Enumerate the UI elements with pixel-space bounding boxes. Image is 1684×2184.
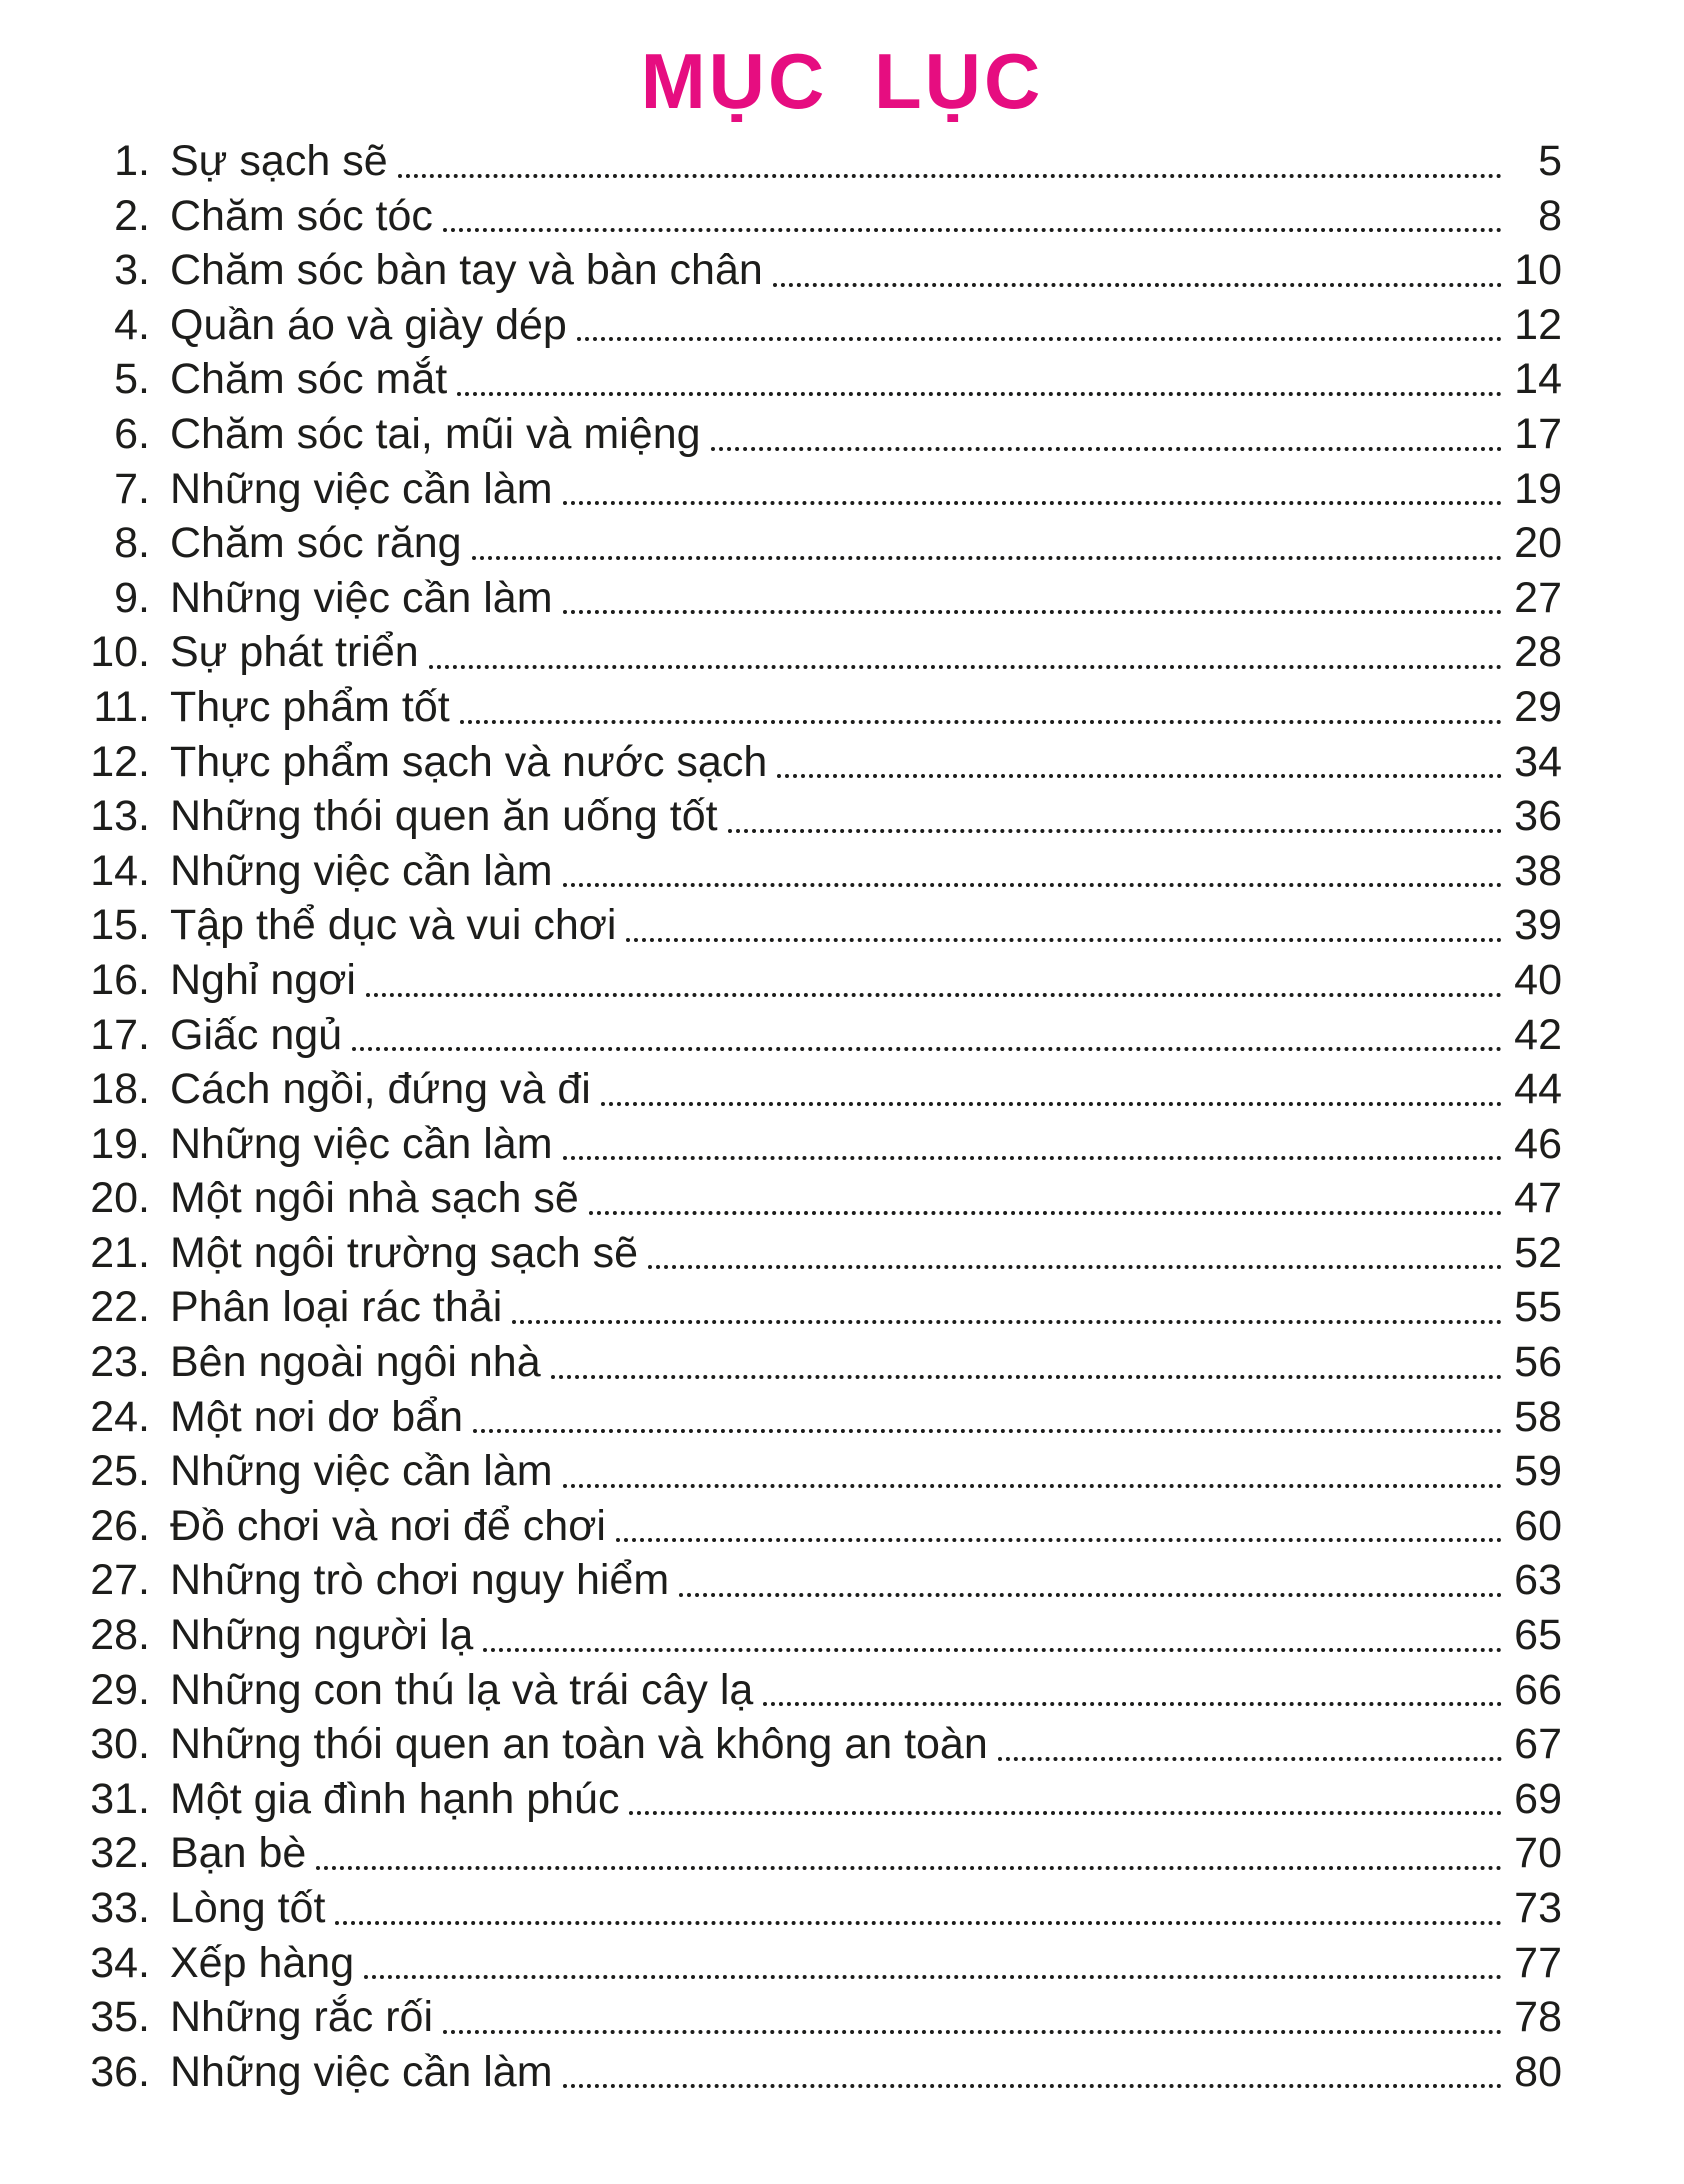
toc-entry-number: 30. (90, 1720, 150, 1769)
toc-entry-page: 77 (1514, 1938, 1562, 1987)
toc-entry (84, 1990, 1562, 2045)
toc-entry (84, 462, 1562, 517)
toc-entry-title: Những việc cần làm (170, 1447, 553, 1496)
toc-entry (84, 1335, 1562, 1390)
dotted-leader (629, 1772, 1502, 1816)
toc-entry (84, 1663, 1562, 1718)
dotted-leader (563, 462, 1502, 506)
dotted-leader (589, 1171, 1502, 1215)
toc-entry-number: 26. (90, 1501, 150, 1550)
toc-entry-page: 36 (1514, 792, 1562, 841)
dotted-leader (601, 1062, 1502, 1106)
toc-entry-page: 12 (1514, 300, 1562, 349)
toc-entry-page: 65 (1514, 1611, 1562, 1660)
toc-entry-title: Quần áo và giày dép (170, 300, 567, 349)
toc-entry-page: 66 (1514, 1665, 1562, 1714)
toc-entry-title: Giấc ngủ (170, 1010, 343, 1059)
toc-entry-number: 31. (90, 1774, 150, 1823)
dotted-leader (352, 1008, 1502, 1052)
toc-entry-title: Bên ngoài ngôi nhà (170, 1338, 541, 1387)
dotted-leader (563, 571, 1502, 615)
dotted-leader (473, 1390, 1502, 1434)
toc-entry (84, 1499, 1562, 1554)
toc-entry-number: 23. (90, 1338, 150, 1387)
dotted-leader (616, 1499, 1502, 1543)
toc-entry-title: Phân loại rác thải (170, 1283, 503, 1332)
toc-entry-title: Những việc cần làm (170, 464, 553, 513)
toc-entry (84, 1444, 1562, 1499)
toc-entry-page: 63 (1514, 1556, 1562, 1605)
dotted-leader (398, 134, 1502, 178)
toc-entry-number: 29. (90, 1665, 150, 1714)
toc-entry-number: 8. (114, 519, 150, 568)
toc-entry-number: 11. (93, 682, 150, 731)
toc-entry-page: 34 (1514, 737, 1562, 786)
dotted-leader (711, 407, 1502, 451)
toc-entry-number: 17. (90, 1010, 150, 1059)
toc-entry (84, 789, 1562, 844)
toc-entry-title: Những người lạ (170, 1611, 474, 1660)
toc-entry-number: 25. (90, 1447, 150, 1496)
toc-entry-page: 60 (1514, 1501, 1562, 1550)
toc-entry-page: 19 (1514, 464, 1562, 513)
toc-entry (84, 1226, 1562, 1281)
toc-entry (84, 625, 1562, 680)
toc-entry (84, 1008, 1562, 1063)
dotted-leader (443, 1990, 1502, 2034)
toc-entry-title: Một nơi dơ bẩn (170, 1392, 464, 1441)
toc-entry (84, 1881, 1562, 1936)
toc-entry (84, 953, 1562, 1008)
toc-entry-title: Cách ngồi, đứng và đi (170, 1065, 591, 1114)
toc-entry-title: Tập thể dục và vui chơi (170, 901, 617, 950)
toc-entry-title: Một gia đình hạnh phúc (170, 1774, 620, 1823)
dotted-leader (316, 1826, 1502, 1870)
toc-entry-title: Chăm sóc răng (170, 519, 462, 568)
toc-entry-number: 9. (114, 573, 150, 622)
toc-entry-title: Thực phẩm sạch và nước sạch (170, 737, 768, 786)
toc-entry-title: Những con thú lạ và trái cây lạ (170, 1665, 754, 1714)
toc-entry-number: 21. (90, 1228, 150, 1277)
toc-entry-title: Sự phát triển (170, 628, 419, 677)
toc-entry-number: 32. (90, 1829, 150, 1878)
toc-entry-number: 2. (114, 191, 150, 240)
toc-entry-page: 56 (1514, 1338, 1562, 1387)
toc-entry-title: Đồ chơi và nơi để chơi (170, 1501, 606, 1550)
toc-entry-title: Chăm sóc mắt (170, 355, 448, 404)
toc-entry-number: 13. (90, 792, 150, 841)
dotted-leader (728, 789, 1502, 833)
toc-entry-number: 22. (90, 1283, 150, 1332)
toc-entry (84, 1280, 1562, 1335)
dotted-leader (563, 1117, 1502, 1161)
toc-entry (84, 1062, 1562, 1117)
toc-entry-number: 10. (90, 628, 150, 677)
toc-entry-page: 67 (1514, 1720, 1562, 1769)
toc-entry-title: Những việc cần làm (170, 573, 553, 622)
toc-entry-title: Một ngôi trường sạch sẽ (170, 1228, 639, 1277)
toc-entry (84, 1826, 1562, 1881)
toc-entry-title: Những trò chơi nguy hiểm (170, 1556, 670, 1605)
toc-entry-number: 1. (114, 137, 150, 185)
toc-entry (84, 844, 1562, 899)
toc-entry-number: 34. (90, 1938, 150, 1987)
toc-entry-page: 55 (1514, 1283, 1562, 1332)
toc-entry-page: 39 (1514, 901, 1562, 950)
toc-entry (84, 407, 1562, 462)
toc-entry-number: 12. (90, 737, 150, 786)
toc-entry-number: 3. (114, 246, 150, 295)
toc-list (84, 134, 1562, 2099)
toc-entry-page: 46 (1514, 1119, 1562, 1168)
dotted-leader (563, 844, 1502, 888)
toc-entry (84, 134, 1562, 189)
toc-entry-page: 8 (1538, 191, 1562, 240)
toc-entry (84, 735, 1562, 790)
toc-entry (84, 680, 1562, 735)
toc-entry-title: Bạn bè (170, 1829, 307, 1878)
toc-entry-page: 58 (1514, 1392, 1562, 1441)
toc-entry-number: 20. (90, 1174, 150, 1223)
toc-entry-page: 47 (1514, 1174, 1562, 1223)
toc-entry-number: 28. (90, 1611, 150, 1660)
toc-entry (84, 1117, 1562, 1172)
toc-entry-title: Chăm sóc bàn tay và bàn chân (170, 246, 763, 295)
toc-entry (84, 1936, 1562, 1991)
toc-entry-number: 35. (90, 1993, 150, 2042)
toc-entry-title: Những thói quen an toàn và không an toàn (170, 1720, 988, 1769)
toc-entry-number: 36. (90, 2047, 150, 2096)
toc-entry (84, 298, 1562, 353)
toc-entry (84, 352, 1562, 407)
toc-entry-number: 19. (90, 1119, 150, 1168)
dotted-leader (551, 1335, 1502, 1379)
toc-entry (84, 1608, 1562, 1663)
toc-entry-page: 78 (1514, 1993, 1562, 2042)
toc-entry-page: 44 (1514, 1065, 1562, 1114)
dotted-leader (429, 625, 1502, 669)
dotted-leader (679, 1553, 1502, 1597)
toc-entry-title: Sự sạch sẽ (170, 137, 388, 185)
dotted-leader (483, 1608, 1502, 1652)
toc-entry-title: Chăm sóc tóc (170, 191, 433, 240)
dotted-leader (460, 680, 1502, 724)
toc-entry-number: 4. (114, 300, 150, 349)
toc-entry (84, 571, 1562, 626)
dotted-leader (472, 516, 1502, 560)
toc-entry-page: 59 (1514, 1447, 1562, 1496)
toc-entry-page: 17 (1514, 409, 1562, 458)
dotted-leader (777, 735, 1502, 779)
dotted-leader (648, 1226, 1502, 1270)
toc-entry-page: 14 (1514, 355, 1562, 404)
dotted-leader (773, 243, 1502, 287)
toc-entry-page: 80 (1514, 2047, 1562, 2096)
dotted-leader (763, 1663, 1502, 1707)
toc-entry (84, 243, 1562, 298)
toc-entry-page: 29 (1514, 682, 1562, 731)
toc-entry-number: 14. (90, 846, 150, 895)
dotted-leader (366, 953, 1502, 997)
toc-entry-page: 10 (1514, 246, 1562, 295)
toc-entry-page: 5 (1538, 137, 1562, 185)
toc-entry-title: Những rắc rối (170, 1993, 433, 2042)
dotted-leader (577, 298, 1502, 342)
dotted-leader (626, 898, 1502, 942)
toc-entry-page: 20 (1514, 519, 1562, 568)
toc-entry-number: 18. (90, 1065, 150, 1114)
toc-entry-title: Lòng tốt (170, 1884, 326, 1932)
toc-entry-number: 16. (90, 955, 150, 1004)
toc-entry (84, 1772, 1562, 1827)
toc-entry-title: Những việc cần làm (170, 2047, 553, 2096)
toc-entry-page: 28 (1514, 628, 1562, 677)
toc-entry-title: Những việc cần làm (170, 846, 553, 895)
toc-entry-number: 24. (90, 1392, 150, 1441)
toc-entry-title: Một ngôi nhà sạch sẽ (170, 1174, 579, 1223)
toc-entry-number: 15. (90, 901, 150, 950)
toc-entry-title: Xếp hàng (170, 1938, 355, 1987)
toc-entry-page: 42 (1514, 1010, 1562, 1059)
toc-entry-number: 5. (114, 355, 150, 404)
dotted-leader (512, 1280, 1502, 1324)
toc-entry-page: 40 (1514, 955, 1562, 1004)
toc-entry-title: Thực phẩm tốt (170, 682, 450, 731)
toc-entry-page: 70 (1514, 1829, 1562, 1878)
toc-entry (84, 1553, 1562, 1608)
dotted-leader (364, 1936, 1502, 1980)
toc-entry (84, 1171, 1562, 1226)
toc-entry-number: 7. (114, 464, 150, 513)
dotted-leader (443, 189, 1502, 233)
toc-entry-page: 69 (1514, 1774, 1562, 1823)
toc-entry-page: 27 (1514, 573, 1562, 622)
toc-entry (84, 1390, 1562, 1445)
dotted-leader (335, 1881, 1502, 1925)
toc-entry (84, 516, 1562, 571)
toc-entry (84, 1717, 1562, 1772)
dotted-leader (563, 1444, 1502, 1488)
toc-entry-title: Nghỉ ngơi (170, 955, 356, 1004)
dotted-leader (457, 352, 1502, 396)
dotted-leader (563, 2045, 1502, 2089)
toc-entry-page: 73 (1514, 1884, 1562, 1932)
toc-entry-number: 6. (114, 409, 150, 458)
dotted-leader (998, 1717, 1502, 1761)
toc-entry (84, 189, 1562, 244)
toc-entry-title: Chăm sóc tai, mũi và miệng (170, 409, 701, 458)
toc-entry-page: 52 (1514, 1228, 1562, 1277)
toc-entry-number: 27. (90, 1556, 150, 1605)
toc-entry (84, 2045, 1562, 2100)
toc-entry (84, 898, 1562, 953)
toc-entry-number: 33. (90, 1884, 150, 1932)
page-title: MỤC LỤC (640, 37, 1044, 125)
toc-entry-title: Những việc cần làm (170, 1119, 553, 1168)
toc-entry-title: Những thói quen ăn uống tốt (170, 792, 718, 841)
toc-entry-page: 38 (1514, 846, 1562, 895)
